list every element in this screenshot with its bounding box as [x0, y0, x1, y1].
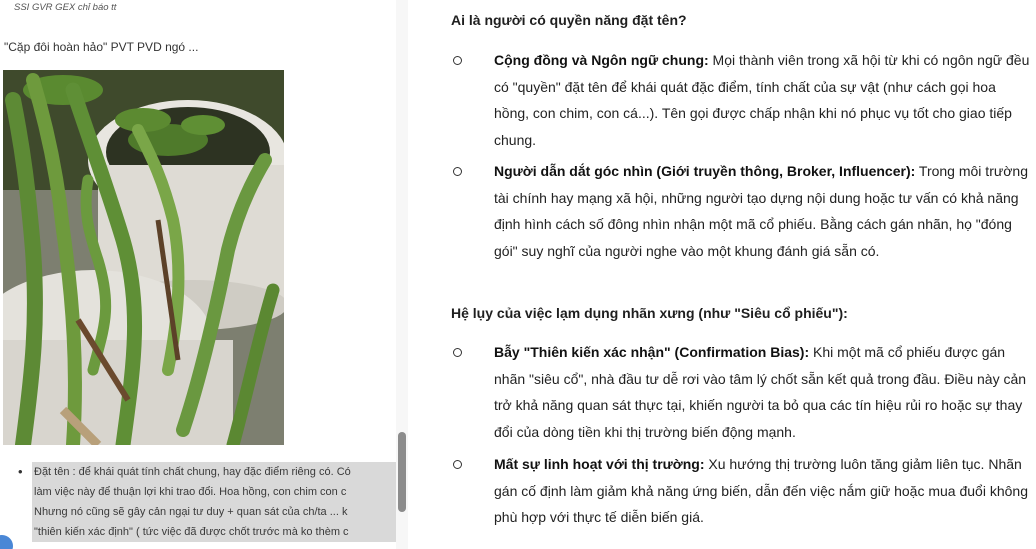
bullet-list: [18, 462, 396, 542]
list-item: [453, 158, 1033, 264]
list-item-title: Bẫy "Thiên kiến xác nhận" (Confirmation Bias):: [494, 344, 810, 360]
circle-bullet-icon: [453, 460, 462, 469]
list-item-title: Người dẫn dắt góc nhìn (Giới truyền thông, Broker, Influencer):: [494, 163, 916, 179]
right-pane: [410, 0, 1036, 549]
circle-bullet-icon: [453, 167, 462, 176]
list-item: [453, 47, 1033, 153]
bullet-line: làm việc này để thuận lợi khi trao đổi. Hoa hồng, con chim con c: [32, 482, 398, 502]
list-item-body: Mọi thành viên trong xã hội từ khi có ngôn ngữ đều có "quyền" đặt tên để khái quát đặc điểm, tính chất của sự vật (như cách gọi hoa hồng, con chim, con cá...). Tên gọi được chấp nhận khi nó phục vụ tốt cho giao tiếp chung.: [494, 52, 1030, 148]
list-item: [453, 451, 1033, 531]
cactus-plant-photo[interactable]: [3, 70, 284, 445]
section-heading: Hệ lụy của việc lạm dụng nhãn xưng (như "Siêu cổ phiếu"):: [451, 305, 848, 321]
circle-bullet-icon: [453, 348, 462, 357]
bullet-line: Đặt tên : để khái quát tính chất chung, hay đặc điểm riêng có. Có: [32, 462, 398, 482]
list-item-title: Mất sự linh hoạt với thị trường:: [494, 456, 705, 472]
list-item-body: Trong môi trường tài chính hay mạng xã hội, những người tạo dựng nội dung hoặc tư vấn có khả năng định hình cách số đông nhìn nhận một mã cổ phiếu. Bằng cách gán nhãn, họ "đóng gói" suy nghĩ của người nghe vào một khung đánh giá sẵn có.: [494, 163, 1028, 259]
list-item: [453, 339, 1033, 445]
section-heading: Ai là người có quyền năng đặt tên?: [451, 12, 687, 28]
scrollbar-thumb[interactable]: [398, 432, 406, 512]
list-item-text: [494, 47, 1033, 153]
bullet-dot: •: [18, 464, 23, 479]
floating-action-button[interactable]: [0, 535, 13, 549]
list-item-text: [494, 158, 1033, 264]
list-item-body: Khi một mã cổ phiếu được gán nhãn "siêu cổ", nhà đầu tư dễ rơi vào tâm lý chốt sẵn kết quả trong đầu. Điều này cản trở khả năng quan sát thực tại, khiến người ta bỏ qua các tín hiệu rủi ro hoặc sự thay đổi của dòng tiền khi thị trường biến động mạnh.: [494, 344, 1027, 440]
image-caption: SSI GVR GEX chỉ báo tt: [14, 2, 117, 13]
post-title[interactable]: "Cặp đôi hoàn hảo" PVT PVD ngó ...: [4, 40, 199, 54]
list-item-text: [494, 451, 1033, 531]
list-item-body: Xu hướng thị trường luôn tăng giảm liên tục. Nhãn gán cố định làm giảm khả năng ứng biến, dẫn đến việc nắm giữ hoặc mua đuổi không phù hợp với thực tế diễn biến giá.: [494, 456, 1028, 525]
bullet-line: "thiên kiến xác định" ( tức việc đã được chốt trước mà ko thèm c: [32, 522, 398, 542]
list-item-text: [494, 339, 1033, 445]
bullet-line: Nhưng nó cũng sẽ gây cản ngại tư duy + quan sát của ch/ta ... k: [32, 502, 398, 522]
circle-bullet-icon: [453, 56, 462, 65]
left-pane: [0, 0, 411, 549]
list-item-title: Cộng đồng và Ngôn ngữ chung:: [494, 52, 709, 68]
